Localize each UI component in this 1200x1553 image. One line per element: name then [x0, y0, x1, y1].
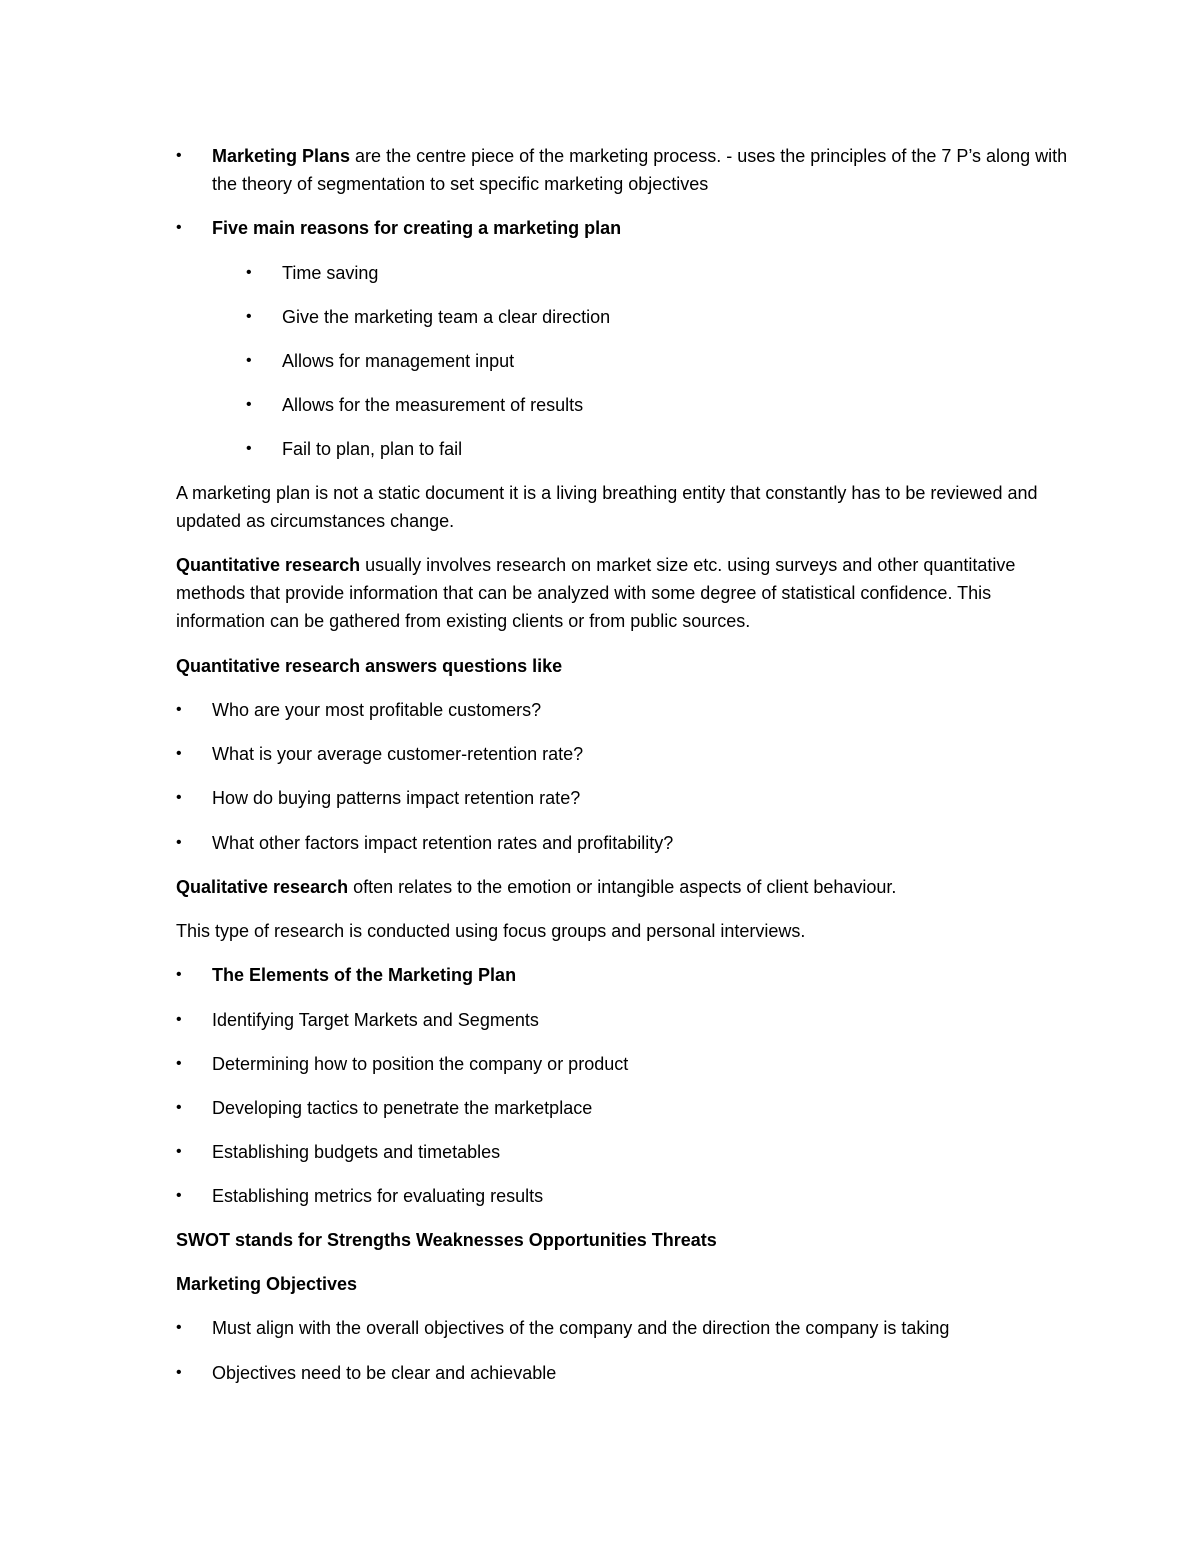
element-item: • Establishing budgets and timetables — [212, 1138, 1072, 1166]
question-item: • Who are your most profitable customers? — [212, 696, 1072, 724]
quantitative-questions-heading-text: Quantitative research answers questions like — [176, 656, 563, 676]
marketing-plans-text: are the centre piece of the marketing process. - uses the principles of the 7 P’s along with the theory of segmentation to set specific marketing objectives — [212, 146, 1068, 194]
question-item: • How do buying patterns impact retention rate? — [212, 784, 1072, 812]
marketing-objectives-heading — [176, 1270, 1076, 1298]
element-item: • Developing tactics to penetrate the marketplace — [212, 1094, 1072, 1122]
term-quantitative-research: Quantitative research — [176, 555, 361, 575]
elements-heading-text: The Elements of the Marketing Plan — [212, 965, 517, 985]
marketing-objectives-heading-text: Marketing Objectives — [176, 1274, 358, 1294]
bullet-five-reasons — [212, 214, 1072, 242]
qualitative-research-text: often relates to the emotion or intangible aspects of client behaviour. — [348, 877, 897, 897]
question-item: • What is your average customer-retention rate? — [212, 740, 1072, 768]
objective-item: • Must align with the overall objectives of the company and the direction the company is taking — [212, 1314, 1072, 1342]
reason-item: • Give the marketing team a clear direction — [282, 303, 1072, 331]
paragraph-quantitative-research — [176, 551, 1076, 635]
five-reasons-heading: Five main reasons for creating a marketing plan — [212, 218, 622, 238]
quantitative-research-text: usually involves research on market size etc. using surveys and other quantitative methods that provide information that can be analyzed with some degree of statistical confidence. This information can be gathered from existing clients or from public sources. — [176, 555, 1016, 631]
paragraph-qualitative-research — [176, 873, 1076, 901]
swot-definition-text: SWOT stands for Strengths Weaknesses Opportunities Threats — [176, 1230, 717, 1250]
element-item: • Establishing metrics for evaluating results — [212, 1182, 1072, 1210]
element-item: • Determining how to position the company or product — [212, 1050, 1072, 1078]
paragraph-research-methods: This type of research is conducted using focus groups and personal interviews. — [176, 921, 806, 941]
swot-definition — [176, 1226, 1076, 1254]
quantitative-questions-heading — [176, 652, 1076, 680]
reason-item: • Allows for management input — [282, 347, 1072, 375]
question-item: • What other factors impact retention rates and profitability? — [212, 829, 1072, 857]
bullet-elements-heading — [212, 961, 1072, 989]
reason-item: • Fail to plan, plan to fail — [282, 435, 1072, 463]
element-item: • Identifying Target Markets and Segments — [212, 1006, 1072, 1034]
term-qualitative-research: Qualitative research — [176, 877, 349, 897]
term-marketing-plans: Marketing Plans — [212, 146, 351, 166]
bullet-marketing-plans — [212, 142, 1072, 198]
reason-item: • Allows for the measurement of results — [282, 391, 1072, 419]
objective-item: • Objectives need to be clear and achievable — [212, 1359, 1072, 1387]
reason-item: • Time saving — [282, 259, 1072, 287]
paragraph-living-document: A marketing plan is not a static document it is a living breathing entity that constantly has to be reviewed and updated as circumstances change. — [176, 483, 1038, 531]
